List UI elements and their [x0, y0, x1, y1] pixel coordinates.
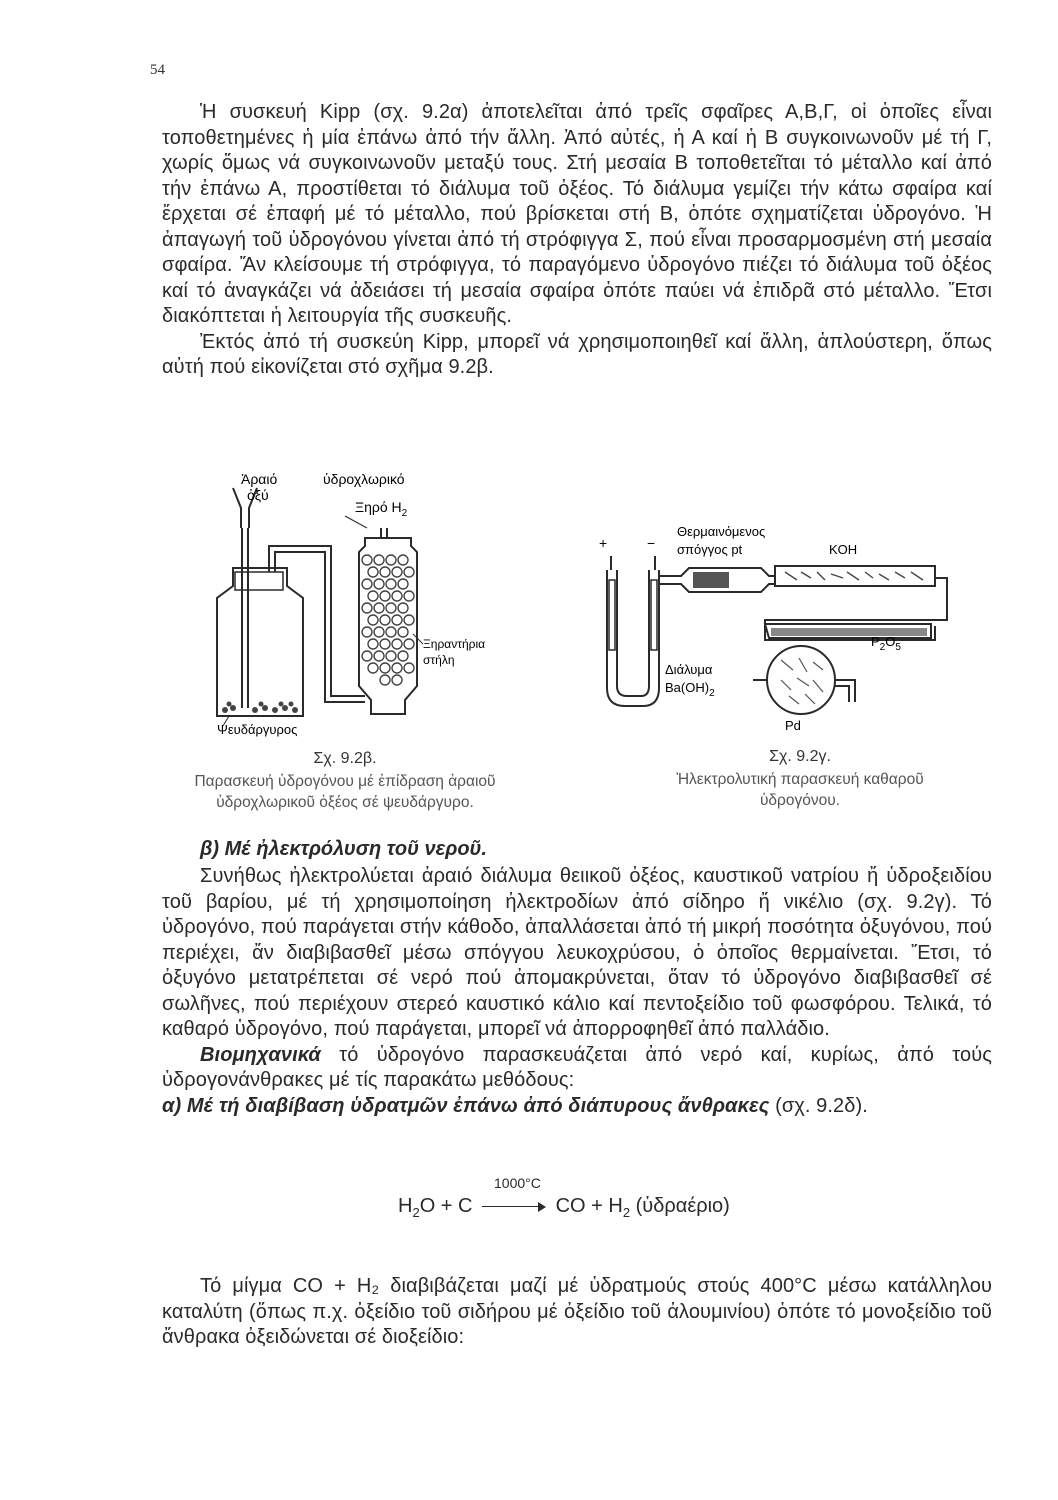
label-drying-1: Ξηραντήρια: [423, 637, 485, 651]
label-baoh2-sub: 2: [709, 688, 715, 699]
section-heading-electrolysis: β) Μέ ἠλεκτρόλυση τοῦ νεροῦ.: [200, 838, 487, 860]
label-drying-2: στήλη: [423, 653, 455, 667]
koh-tube: [775, 566, 935, 586]
eq-right-note: (ὑδραέριο): [630, 1195, 730, 1217]
electrode-cathode: [651, 580, 657, 650]
label-heated-1: Θερμαινόμενος: [677, 524, 766, 539]
figure-9-2b-diagram: [195, 468, 485, 738]
figure-9-2c-caption-line1: Ἠλεκτρολυτική παρασκευή καθαροῦ: [676, 771, 924, 788]
label-minus: −: [647, 535, 656, 551]
figure-9-2b-caption-line1: Παρασκευή ὑδρογόνου μέ ἐπίδραση ἀραιοῦ: [194, 773, 496, 790]
drying-beads: [362, 555, 414, 685]
industrial-lead: Βιομηχανικά: [200, 1043, 321, 1066]
figure-9-2b-caption-line2: ὑδροχλωρικοῦ ὀξέος σέ ψευδάργυρο.: [216, 794, 474, 811]
eq-right-a: CO + H: [555, 1195, 623, 1217]
eq-left-h: H: [398, 1195, 413, 1217]
electrolysis-text: [162, 864, 992, 1119]
pd-filling: [781, 658, 823, 704]
label-hcl: ὑδροχλωρικό: [323, 471, 405, 487]
figure-9-2c-diagram: [585, 520, 965, 735]
label-koh: KOH: [829, 542, 858, 557]
page-number: 54: [150, 62, 165, 78]
electrode-anode: [609, 580, 615, 650]
figure-9-2c-label: Σχ. 9.2γ.: [769, 748, 831, 765]
equation-condition: 1000°C: [494, 1175, 541, 1191]
electrolysis-paragraph: Συνήθως ἠλεκτρολύεται ἀραιό διάλυμα θειικοῦ ὀξέος, καυστικοῦ νατρίου ἤ ὑδροξειδίου τοῦ βαρίου, μέ τή χρησιμοποίηση ἠλεκτροδίων ἀπό σίδηρο ἤ νικέλιο (σχ. 9.2γ). Τό ὑδρογόνο, πού παράγεται στήν κάθοδο, ἀπαλλάσεται ἀπό τή μικρή ποσότητα ὀξυγόνου, πού περιέχει, ἄν διαβιβασθεῖ μέσω σπόγγου λευκοχρύσου, ὁ ὁποῖος θερμαίνεται. Ἔτσι, τό ὀξυγόνο μετατρέπεται σέ νερό πού ἀπομακρύνεται, ὅταν τό ὑδρογόνο διαβιβασθεῖ σέ σωλῆνες, πού περιέχουν στερεό καυστικό κάλιο καί πεντοξείδιο τοῦ φωσφόρου. Τελικά, τό καθαρό ὑδρογόνο, πού παράγεται, μπορεῖ νά ἀπορροφηθεῖ ἀπό παλλάδιο.: [162, 865, 992, 1040]
label-solution: Διάλυμα: [665, 662, 713, 677]
alternative-apparatus-paragraph: Ἐκτός ἀπό τή συσκεύη Kipp, μπορεῖ νά χρησιμοποιηθεῖ καί ἄλλη, ἁπλούστερη, ὅπως αὐτή πού εἰκονίζεται στό σχῆμα 9.2β.: [162, 330, 992, 378]
label-heated-2: σπόγγος pt: [677, 542, 743, 557]
label-plus: +: [599, 535, 608, 551]
kipp-paragraph: Ἡ συσκευή Kipp (σχ. 9.2α) ἀποτελεῖται ἀπό τρεῖς σφαῖρες Α,Β,Γ, οἱ ὁποῖες εἶναι τοποθετημένες ἡ μία ἐπάνω ἀπό τήν ἄλλη. Ἀπό αὐτές, ἡ Α καί ἡ Β συγκοινωνοῦν μέ τή Γ, χωρίς ὅμως νά συγκοινωνοῦν μεταξύ τους. Στή μεσαία Β τοποθετεῖται τό μέταλλο καί ἀπό τήν ἐπάνω Α, προστίθεται τό διάλυμα τοῦ ὀξέος. Τό διάλυμα γεμίζει τήν κάτω σφαίρα καί ἔρχεται σέ ἐπαφή μέ τό μέταλλο, πού βρίσκεται στή Β, ὁπότε σχηματίζεται ὑδρογόνο. Ἡ ἀπαγωγή τοῦ ὑδρογόνου γίνεται ἀπό τή στρόφιγγα Σ, πού εἶναι προσαρμοσμένη στή μεσαία σφαίρα. Ἄν κλείσουμε τή στρόφιγγα, τό παραγόμενο ὑδρογόνο πιέζει τό διάλυμα τοῦ ὀξέος καί τό ἀναγκάζει νά ἀδειάσει τή μεσαία σφαίρα ὁπότε παύει νά ἐπιδρᾶ στό μέταλλο. Ἔτσι διακόπτεται ἡ λειτουργία τῆς συσκευῆς.: [162, 101, 992, 327]
mixture-text: [162, 1274, 992, 1351]
figure-9-2c-caption: [620, 746, 980, 811]
label-p2o5: [871, 634, 901, 653]
koh-granules: [785, 572, 923, 580]
label-baoh2-text: Ba(OH): [665, 680, 710, 695]
label-dilute: Ἀραιό: [241, 471, 278, 487]
label-dry-h2: [355, 499, 408, 519]
label-dry-h2-sub: 2: [401, 508, 408, 519]
figure-9-2b-label: Σχ. 9.2β.: [313, 750, 377, 767]
figure-9-2c-caption-line2: ὑδρογόνου.: [759, 792, 841, 809]
industrial-rest: τό ὑδρογόνο παρασκευάζεται ἀπό νερό καί, κυρίως, ἀπό τούς ὑδρογονάνθρακες μέ τίς παρακάτω μεθόδους:: [162, 1043, 992, 1091]
method-a-ref: (σχ. 9.2δ).: [769, 1094, 868, 1117]
label-dry-h2-text: Ξηρό H: [355, 499, 402, 515]
method-a-paragraph: [162, 1094, 992, 1120]
eq-right-sub: 2: [622, 1205, 631, 1220]
label-p2o5-sub5: 5: [895, 642, 901, 653]
eq-left-sub: 2: [412, 1205, 420, 1220]
method-a-lead: α) Μέ τή διαβίβαση ὑδρατμῶν ἐπάνω ἀπό διάπυρους ἄνθρακες: [162, 1094, 770, 1117]
label-p2o5-p: P: [871, 634, 880, 649]
label-p2o5-sub2: 2: [879, 642, 886, 653]
eq-left-rest: O + C: [419, 1195, 473, 1217]
p2o5-filling: [771, 628, 927, 636]
figure-9-2b-caption: [160, 748, 530, 813]
label-zinc: Ψευδάργυρος: [217, 722, 298, 737]
reaction-arrow-icon: [482, 1202, 546, 1212]
label-acid: ὀξύ: [247, 487, 269, 503]
label-pd: Pd: [785, 718, 801, 733]
industrial-paragraph: [162, 1043, 992, 1094]
label-baoh2: [665, 680, 715, 699]
label-p2o5-o: O: [885, 634, 896, 649]
mixture-paragraph: Τό μίγμα CO + H₂ διαβιβάζεται μαζί μέ ὑδρατμούς στούς 400°C μέσω κατάλληλου καταλύτη (ὅπως π.χ. ὀξείδιο τοῦ σιδήρου μέ ὀξείδιο τοῦ ἀλουμινίου) ὁπότε τό μονοξείδιο τοῦ ἄνθρακα ὀξειδώνεται σέ διοξείδιο:: [162, 1275, 992, 1348]
water-gas-equation: [398, 1175, 730, 1220]
intro-text: [162, 100, 992, 381]
zinc-granules: [222, 702, 298, 714]
